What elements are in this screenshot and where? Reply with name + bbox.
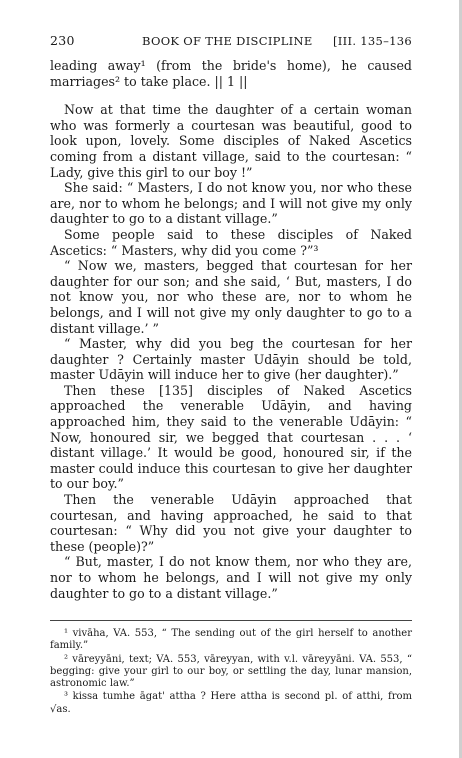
body-text (50, 58, 412, 601)
paragraph: leading away¹ (from the bride's home), he caused marriages² to take place. || 1 || (50, 58, 412, 89)
section-reference: [III. 135–136 (333, 34, 412, 48)
paragraph: She said: “ Masters, I do not know you, nor who these are, nor to whom he belongs; and I will not give my only daughter to go to a distant village.” (50, 180, 412, 227)
paragraph: “ Now we, masters, begged that courtesan for her daughter for our son; and she said, ‘ But, masters, I do not know you, nor who these are, nor to whom he belongs, and I will not give my only daughter to go to a distant village.’ ” (50, 258, 412, 336)
paragraph: Then the venerable Udāyin approached that courtesan, and having approached, he said to that courtesan: “ Why did you not give your daughter to these (people)?” (50, 492, 412, 554)
running-header (50, 33, 412, 49)
footnote: ³ kissa tumhe āgat' attha ? Here attha is second pl. of atthi, from √as. (50, 691, 412, 715)
paragraph: Now at that time the daughter of a certain woman who was formerly a courtesan was beautiful, good to look upon, lovely. Some disciples of Naked Ascetics coming from a distant village, said to the courtesan: “ Lady, give this girl to our boy !” (50, 102, 412, 180)
footnote: ² vāreyyāni, text; VA. 553, vāreyyan, with v.l. vāreyyāni. VA. 553, “ begging: give your girl to our boy, or settling the day, lunar mansion, astronomic law.” (50, 653, 412, 690)
footnotes (50, 628, 412, 717)
page-number: 230 (50, 33, 75, 48)
paragraph: Then these [135] disciples of Naked Ascetics approached the venerable Udāyin, and having approached him, they said to the venerable Udāyin: “ Now, honoured sir, we begged that courtesan . . . ‘ distant village.’ It would be good, honoured sir, if the master could induce this courtesan to give her daughter to our boy.” (50, 382, 412, 492)
paragraph: “ Master, why did you beg the courtesan for her daughter ? Certainly master Udāyin should be told, master Udāyin will induce her to give (her daughter).” (50, 336, 412, 383)
footnote: ¹ vivāha, VA. 553, “ The sending out of the girl herself to another family.” (50, 628, 412, 652)
paragraph: Some people said to these disciples of Naked Ascetics: “ Masters, why did you come ?”³ (50, 226, 412, 258)
running-title: BOOK OF THE DISCIPLINE (142, 34, 313, 48)
paragraph: “ But, master, I do not know them, nor who they are, nor to whom he belongs, and I will not give my only daughter to go to a distant village.” (50, 554, 412, 601)
footnote-divider (50, 620, 412, 621)
